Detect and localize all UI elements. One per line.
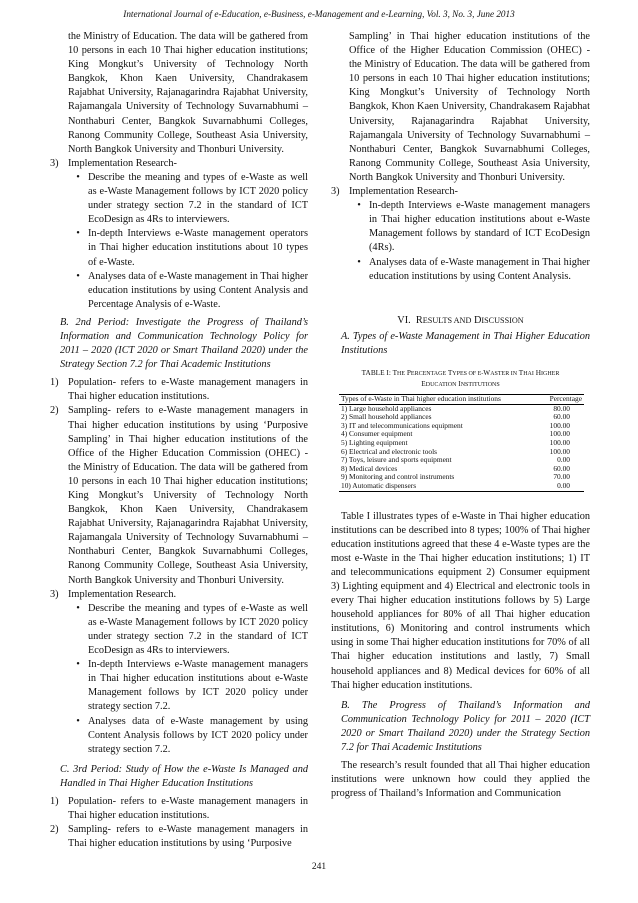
bullet-text: Analyses data of e-Waste management by using Content Analysis follows by ICT 2020 policy under strategy section 7.2. [88, 715, 308, 755]
bullet-item [68, 227, 308, 269]
table-cell-value: 100.00 [549, 420, 570, 430]
list-item [50, 376, 308, 404]
paragraph-continuation: Sampling’ in Thai higher education institutions of the Office of the Higher Education Commission (OHEC) - the Ministry of Education. The data will be gathered from 10 persons in each 10 Thai higher education institutions; King Mongkut’s University of Technology North Bangkok, Khon Kaen University, Chandrakasem Rajabhat University, Rajanagarindra Rajabhat University, Rajamangala University of Technology Suvarnabhumi – Nonthaburi Center, Bangkok Suvarnabhumi Colleges, Ranong Community College, Southeast Asia University, North Bangkok University and Thonburi University. [349, 31, 590, 183]
list-item [50, 588, 308, 602]
table-caption [331, 368, 590, 390]
table-cell-value: 0.00 [508, 482, 584, 491]
bullet-icon: • [357, 200, 361, 212]
table-cell: 8) Medical devices [341, 463, 398, 473]
results-paragraph-2: The research’s result founded that all Thai higher education institutions were unknown how could they applied the progress of Thailand’s Information and Communication [331, 760, 590, 800]
caption-part: T [447, 367, 453, 377]
ewaste-table [339, 394, 584, 492]
bullet-icon: • [76, 270, 80, 282]
caption-part: HE [397, 370, 406, 377]
table-cell: 9) Monitoring and control instruments [341, 472, 455, 482]
table-cell: 10) Automatic dispensers [339, 482, 508, 491]
section-heading [331, 314, 590, 328]
bullet-item [68, 658, 308, 714]
journal-header: International Journal of e-Education, e-Business, e-Management and e-Learning, Vol. 3, No. 3, June 2013 [123, 9, 515, 19]
bullet-text: In-depth Interviews e-Waste management managers in Thai higher education institutions about e-Waste Management follows by standard of ICT EcoDesign (4Rs). [369, 200, 590, 254]
list-text: Sampling- refers to e-Waste management managers in Thai higher education institutions by using ‘Purposive Sampling’ in Thai higher education institutions of the Office of the Higher Education Commission (OHEC) - the Ministry of Education. The data will be gathered from 10 persons in each 10 Thai higher education institutions; King Mongkut’s University of Technology North Bangkok, Khon Kaen University, Chandrakasem Rajabhat University, Rajanagarindra Rajabhat University, Rajamangala University of Technology Suvarnabhumi – Nonthaburi Center, Bangkok Suvarnabhumi Colleges, Ranong Community College, Southeast Asia University, North Bangkok University and Thonburi University. [68, 405, 308, 586]
list-text: Population- refers to e-Waste management managers in Thai higher education institutions. [68, 377, 308, 403]
list-text: Population- refers to e-Waste management managers in Thai higher education institutions. [68, 795, 308, 822]
bullet-text: In-depth Interviews e-Waste management operators in Thai higher education institutions about 10 types of e-Waste. [88, 228, 308, 268]
section-title-part: ESULTS AND [422, 315, 472, 325]
table-cell-value: 70.00 [553, 472, 570, 482]
table-cell-value: 100.00 [549, 437, 570, 447]
bullet-icon: • [76, 171, 80, 183]
bullet-icon: • [76, 602, 80, 614]
bullet-icon: • [76, 659, 80, 671]
list-number: 3) [50, 588, 59, 600]
list-text: Implementation Research- [68, 157, 177, 169]
left-column [50, 30, 308, 851]
table-cell-value: 60.00 [553, 412, 570, 422]
caption-part: I [458, 378, 461, 388]
bullet-icon: • [76, 228, 80, 240]
caption-part: W [483, 367, 491, 377]
table-cell: 2) Small household appliances [341, 412, 432, 422]
subsection-heading-b: B. 2nd Period: Investigate the Progress of Thailand’s Information and Communication Technology Policy for 2011 – 2020 (ICT 2020 or Smart Thailand 2020) under the Strategy Section 7.2 for Thai Academic Institutions [60, 316, 308, 371]
caption-part: HAI [523, 370, 534, 377]
list-number: 1) [50, 795, 59, 807]
list-text: Implementation Research- [349, 186, 458, 198]
table-cell: 7) Toys, leisure and sports equipment [341, 455, 452, 465]
section-number: VI. [397, 314, 411, 326]
list-item [50, 795, 308, 823]
bullet-item [349, 256, 590, 284]
table-cell: 5) Lighting equipment [341, 437, 408, 447]
bullet-item [68, 171, 308, 227]
caption-part: ASTER IN [490, 370, 518, 377]
caption-part: P [406, 367, 411, 377]
subsection-heading-c: C. 3rd Period: Study of How the e-Waste Is Managed and Handled in Thai Higher Education Institutions [60, 763, 308, 789]
table-cell-value: 0.00 [557, 455, 570, 465]
paragraph-continuation: the Ministry of Education. The data will be gathered from 10 persons in each 10 Thai higher education institutions; King Mongkut’s University of Technology North Bangkok, Khon Kaen University, Chandrakasem Rajabhat University, Rajanagarindra Rajabhat University, Rajamangala University of Technology Suvarnabhumi – Nonthaburi Center, Bangkok Suvarnabhumi Colleges, Ranong Community College, Southeast Asia University, North Bangkok University and Thonburi University. [68, 31, 308, 155]
list-item [50, 823, 308, 851]
caption-part: NSTITUTIONS [460, 381, 500, 388]
table-row [339, 482, 584, 491]
table-header-row [339, 394, 584, 404]
bullet-text: Analyses data of e-Waste management in Thai higher education institutions by using Content Analysis. [369, 256, 590, 282]
list-number: 2) [50, 405, 59, 417]
list-item [331, 185, 590, 199]
table-cell-value: 60.00 [553, 463, 570, 473]
caption-part: IGHER [540, 370, 560, 377]
table-cell-value: 100.00 [549, 446, 570, 456]
caption-part: T [518, 367, 524, 377]
table-cell: 4) Consumer equipment [341, 429, 413, 439]
table-cell-value: 100.00 [549, 429, 570, 439]
subsection-heading-a: A. Types of e-Waste Management in Thai Higher Education Institutions [341, 330, 590, 356]
subsection-heading-b-right: B. The Progress of Thailand’s Information and Communication Technology Policy for 2011 – 2020 (ICT 2020 or Smart Thailand 2020) under the Strategy Section 7.2 for Thai Academic Institutions [341, 699, 590, 753]
list-number: 1) [50, 377, 59, 389]
caption-part: E [421, 378, 426, 388]
table-cell-value: 80.00 [553, 403, 570, 413]
list-text: Implementation Research. [68, 588, 177, 600]
list-number: 3) [50, 157, 59, 169]
list-text: Sampling- refers to e-Waste management managers in Thai higher education institutions by using ‘Purposive [68, 824, 308, 850]
caption-part: ERCENTAGE [410, 370, 447, 377]
table-cell: 6) Electrical and electronic tools [341, 446, 438, 456]
caption-part: H [535, 367, 541, 377]
bullet-item [68, 715, 308, 757]
section-title-initial: R [415, 314, 423, 326]
caption-part: YPES OF E- [452, 370, 484, 377]
bullet-item [68, 270, 308, 312]
bullet-icon: • [357, 256, 361, 268]
bullet-text: Describe the meaning and types of e-Waste as well as e-Waste Management follows by ICT 2020 policy under strategy section 7.2 in the standard of ICT EcoDesign as 4Rs to interviewers. [88, 602, 308, 657]
bullet-item [68, 602, 308, 658]
table-cell: 1) Large household appliances [341, 403, 432, 413]
list-item [50, 157, 308, 171]
section-title-initial: D [473, 314, 482, 326]
section-title-part: ISCUSSION [481, 315, 524, 325]
bullet-text: Describe the meaning and types of e-Waste as well as e-Waste Management follows by ICT 2020 policy under strategy section 7.2 in the standard of ICT EcoDesign as 4Rs to interviewers. [88, 171, 308, 226]
caption-part: TABLE I: T [361, 367, 398, 377]
bullet-text: In-depth Interviews e-Waste management managers in Thai higher education institutions about e-Waste Management follows by ICT 2020 policy under strategy section 7.2. [88, 659, 308, 713]
bullet-icon: • [76, 715, 80, 727]
right-column [331, 30, 590, 801]
bullet-item [349, 199, 590, 255]
column-header: Types of e-Waste in Thai higher education institutions [339, 394, 508, 404]
column-header: Percentage [508, 394, 584, 404]
list-number: 2) [50, 824, 59, 836]
page-number: 241 [311, 862, 327, 872]
bullet-text: Analyses data of e-Waste management in Thai higher education institutions by using Content Analysis and Percentage Analysis of e-Waste. [88, 270, 309, 310]
list-number: 3) [331, 186, 340, 198]
results-paragraph: Table I illustrates types of e-Waste in Thai higher education institutions can be described into 8 types; 100% of Thai higher education institutions agreed that these 4 e-Waste types are the most e-Waste in the Thai higher education institutions; 1) IT and telecommunications equipment 2) Consumer equipment 3) Lighting equipment and 4) Electrical and electronic tools in every Thai higher education institutions follows by 5) Large household appliances for 80% of all Thai higher education institutions, 6) Monitoring and control instruments which using in some Thai higher education institutions for 70% of all Thai higher education institutions and lastly, 7) Small household appliances and 8) Medical devices for 60% of all Thai higher education institutions. [331, 510, 590, 691]
table-cell: 3) IT and telecommunications equipment [341, 420, 463, 430]
caption-part: DUCATION [425, 381, 457, 388]
list-item [50, 404, 308, 587]
